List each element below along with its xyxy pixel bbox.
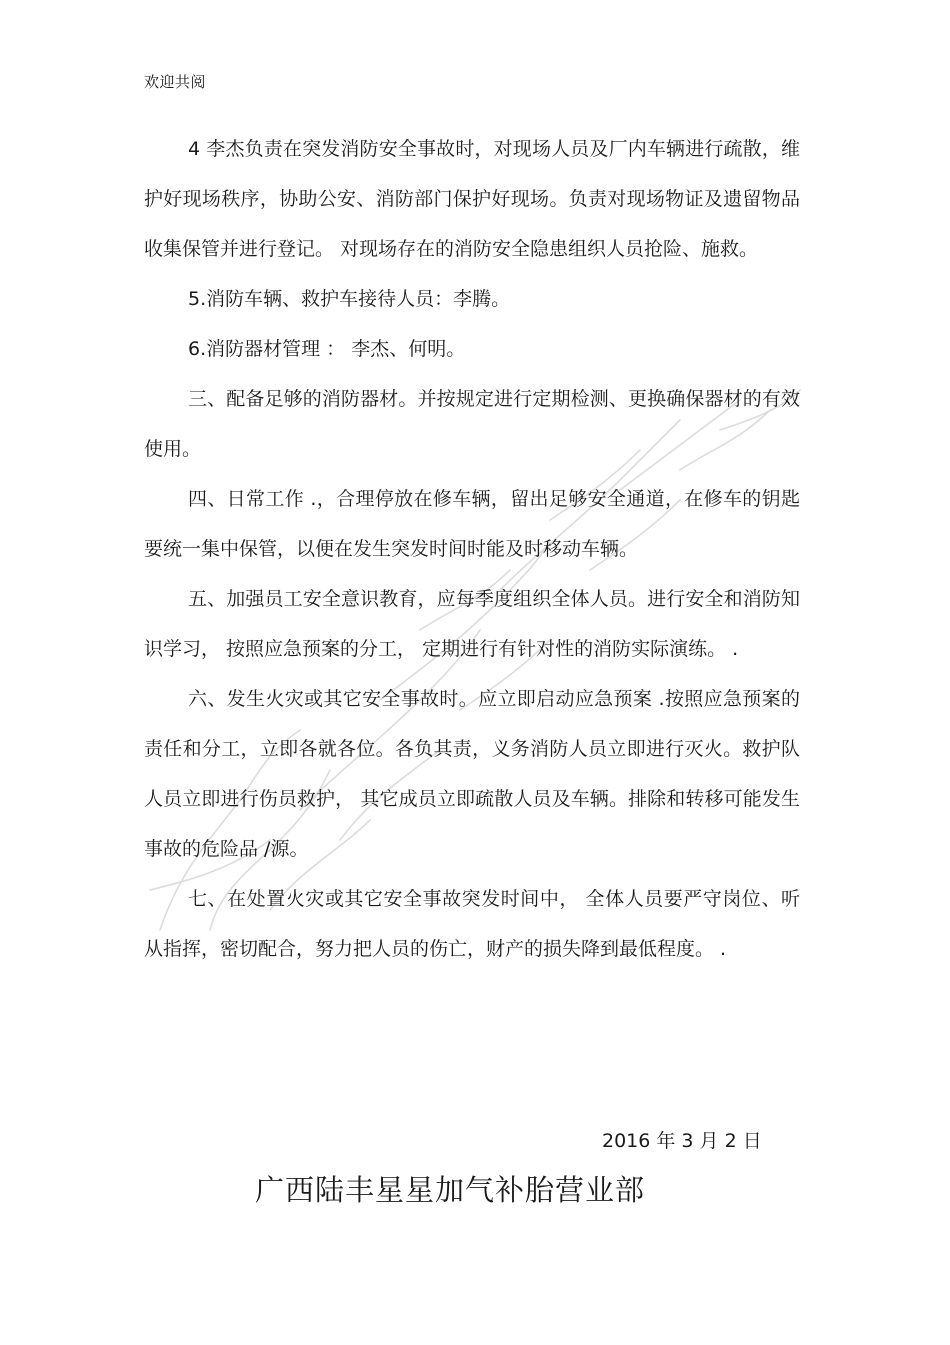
paragraph-responsibilities: 4 李杰负责在突发消防安全事故时，对现场人员及厂内车辆进行疏散，维护好现场秩序，协助公安、消防部门保护好现场。负责对现场物证及遗留物品收集保管并进行登记。 对现场存在的消防安全隐患组织人员抢险、施救。 [144, 138, 800, 260]
organization-name: 广西陆丰星星加气补胎营业部 [254, 1173, 645, 1207]
header-note: 欢迎共阅 [144, 73, 207, 91]
paragraph-section-seven: 七、在处置火灾或其它安全事故突发时间中， 全体人员要严守岗位、听从指挥，密切配合，努力把人员的伤亡，财产的损失降到最低程度。 . [144, 888, 800, 960]
document-body [144, 124, 800, 974]
paragraph-section-five: 五、加强员工安全意识教育，应每季度组织全体人员。进行安全和消防知识学习， 按照应急预案的分工， 定期进行有针对性的消防实际演练。 . [144, 588, 800, 660]
document-date: 2016 年 3 月 2 日 [602, 1130, 762, 1152]
paragraph-section-three: 三、配备足够的消防器材。并按规定进行定期检测、更换确保器材的有效使用。 [144, 388, 800, 460]
paragraph-equipment-management: 6.消防器材管理 ： 李杰、何明。 [188, 338, 466, 360]
paragraph-reception: 5.消防车辆、救护车接待人员：李腾。 [188, 288, 511, 310]
paragraph-section-four: 四、日常工作 .，合理停放在修车辆，留出足够安全通道，在修车的钥匙要统一集中保管，以便在发生突发时间时能及时移动车辆。 [144, 488, 800, 560]
paragraph-section-six: 六、发生火灾或其它安全事故时。应立即启动应急预案 .按照应急预案的责任和分工，立即各就各位。各负其责，义务消防人员立即进行灭火。救护队人员立即进行伤员救护， 其它成员立即疏散人员及车辆。排除和转移可能发生事故的危险品 /源。 [144, 688, 800, 860]
